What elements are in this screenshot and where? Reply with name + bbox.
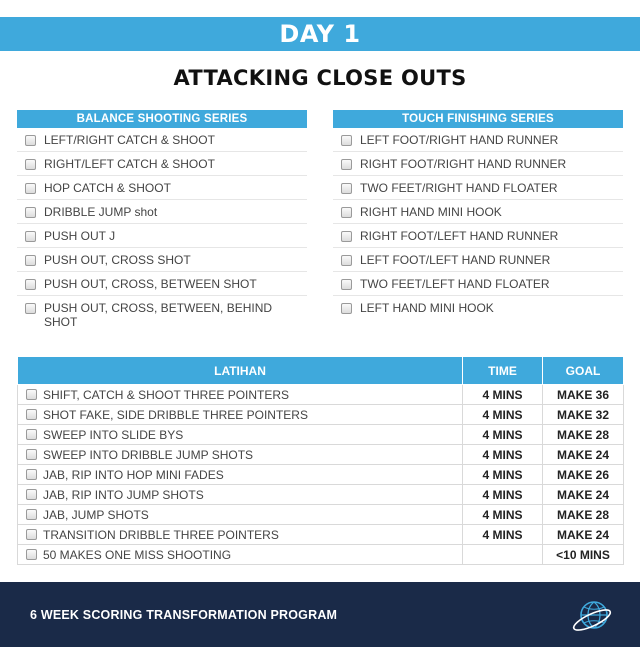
drill-name: TRANSITION DRIBBLE THREE POINTERS — [43, 527, 279, 542]
time-cell — [463, 545, 543, 565]
drill-cell — [18, 485, 463, 505]
checkbox-icon[interactable] — [26, 489, 37, 500]
checkbox-icon[interactable] — [341, 231, 352, 242]
drill-name: JAB, RIP INTO JUMP SHOTS — [43, 487, 204, 502]
time-cell: 4 MINS — [463, 385, 543, 405]
drill-cell — [18, 445, 463, 465]
checkbox-icon[interactable] — [25, 207, 36, 218]
checklist-item-label: LEFT FOOT/RIGHT HAND RUNNER — [360, 133, 559, 147]
drill-cell — [18, 545, 463, 565]
checkbox-icon[interactable] — [341, 183, 352, 194]
checkbox-icon[interactable] — [25, 135, 36, 146]
goal-cell: MAKE 24 — [543, 485, 624, 505]
drill-name: SWEEP INTO SLIDE BYS — [43, 427, 184, 442]
day-banner — [0, 17, 640, 51]
table-row — [18, 445, 624, 465]
column-header-goal: GOAL — [543, 357, 624, 385]
drill-name: SHOT FAKE, SIDE DRIBBLE THREE POINTERS — [43, 407, 308, 422]
table-row — [18, 385, 624, 405]
basketball-globe-icon — [570, 596, 616, 636]
drill-name: SWEEP INTO DRIBBLE JUMP SHOTS — [43, 447, 254, 462]
checkbox-icon[interactable] — [25, 159, 36, 170]
checklist-item-label: PUSH OUT, CROSS, BETWEEN SHOT — [44, 277, 257, 291]
goal-cell: MAKE 24 — [543, 525, 624, 545]
latihan-table — [17, 356, 624, 565]
drill-name: JAB, JUMP SHOTS — [43, 507, 149, 522]
drill-cell — [18, 405, 463, 425]
checkbox-icon[interactable] — [25, 231, 36, 242]
balance-series-header: BALANCE SHOOTING SERIES — [17, 110, 307, 128]
checklist-item-label: TWO FEET/LEFT HAND FLOATER — [360, 277, 550, 291]
checkbox-icon[interactable] — [25, 255, 36, 266]
checklist-item[interactable] — [333, 128, 623, 152]
drill-name: JAB, RIP INTO HOP MINI FADES — [43, 467, 224, 482]
checkbox-icon[interactable] — [26, 509, 37, 520]
checklist-item-label: LEFT HAND MINI HOOK — [360, 301, 494, 315]
touch-series-list — [333, 128, 623, 320]
checklist-item[interactable] — [17, 248, 307, 272]
table-row — [18, 525, 624, 545]
balance-shooting-series — [17, 110, 307, 334]
checklist-item[interactable] — [333, 152, 623, 176]
time-cell: 4 MINS — [463, 505, 543, 525]
checklist-item[interactable] — [333, 272, 623, 296]
checklist-item[interactable] — [17, 152, 307, 176]
checkbox-icon[interactable] — [341, 159, 352, 170]
checklist-item-label: TWO FEET/RIGHT HAND FLOATER — [360, 181, 558, 195]
drill-name: 50 MAKES ONE MISS SHOOTING — [43, 547, 232, 562]
time-cell: 4 MINS — [463, 445, 543, 465]
time-cell: 4 MINS — [463, 465, 543, 485]
checklist-item-label: PUSH OUT, CROSS SHOT — [44, 253, 191, 267]
table-row — [18, 505, 624, 525]
table-row — [18, 465, 624, 485]
drill-cell — [18, 505, 463, 525]
drill-cell — [18, 525, 463, 545]
checklist-item-label: RIGHT FOOT/RIGHT HAND RUNNER — [360, 157, 567, 171]
goal-cell: MAKE 28 — [543, 505, 624, 525]
checklist-item[interactable] — [17, 272, 307, 296]
table-row — [18, 405, 624, 425]
checkbox-icon[interactable] — [341, 279, 352, 290]
checkbox-icon[interactable] — [341, 255, 352, 266]
program-name: 6 WEEK SCORING TRANSFORMATION PROGRAM — [30, 607, 338, 622]
checkbox-icon[interactable] — [26, 409, 37, 420]
checklist-item-label: DRIBBLE JUMP shot — [44, 205, 158, 219]
checkbox-icon[interactable] — [26, 449, 37, 460]
checklist-item[interactable] — [17, 224, 307, 248]
column-header-latihan: LATIHAN — [18, 357, 463, 385]
time-cell: 4 MINS — [463, 485, 543, 505]
checkbox-icon[interactable] — [341, 207, 352, 218]
table-row — [18, 425, 624, 445]
footer-bar — [0, 582, 640, 647]
checklist-item[interactable] — [333, 224, 623, 248]
goal-cell: MAKE 36 — [543, 385, 624, 405]
time-cell: 4 MINS — [463, 525, 543, 545]
checkbox-icon[interactable] — [341, 135, 352, 146]
time-cell: 4 MINS — [463, 425, 543, 445]
time-cell: 4 MINS — [463, 405, 543, 425]
checklist-item[interactable] — [333, 176, 623, 200]
drill-cell — [18, 385, 463, 405]
goal-cell: MAKE 26 — [543, 465, 624, 485]
checklist-item-label: LEFT/RIGHT CATCH & SHOOT — [44, 133, 215, 147]
day-label: DAY 1 — [279, 20, 361, 48]
checklist-item-label: LEFT FOOT/LEFT HAND RUNNER — [360, 253, 551, 267]
drill-cell — [18, 465, 463, 485]
column-header-time: TIME — [463, 357, 543, 385]
checkbox-icon[interactable] — [26, 549, 37, 560]
table-row — [18, 545, 624, 565]
checklist-item[interactable] — [17, 200, 307, 224]
balance-series-list — [17, 128, 307, 334]
touch-finishing-series — [333, 110, 623, 320]
touch-series-header: TOUCH FINISHING SERIES — [333, 110, 623, 128]
table-header-row — [18, 357, 624, 385]
checklist-item-label: HOP CATCH & SHOOT — [44, 181, 171, 195]
checklist-item[interactable] — [17, 296, 307, 334]
checkbox-icon[interactable] — [26, 389, 37, 400]
checklist-item[interactable] — [333, 296, 623, 320]
drill-name: SHIFT, CATCH & SHOOT THREE POINTERS — [43, 387, 290, 402]
checklist-item-label: RIGHT FOOT/LEFT HAND RUNNER — [360, 229, 559, 243]
checkbox-icon[interactable] — [25, 183, 36, 194]
checkbox-icon[interactable] — [26, 429, 37, 440]
table-row — [18, 485, 624, 505]
goal-cell: MAKE 32 — [543, 405, 624, 425]
checklist-item[interactable] — [17, 128, 307, 152]
checkbox-icon[interactable] — [341, 303, 352, 314]
checkbox-icon[interactable] — [25, 279, 36, 290]
drill-cell — [18, 425, 463, 445]
checklist-item-label: RIGHT HAND MINI HOOK — [360, 205, 502, 219]
checklist-item[interactable] — [333, 248, 623, 272]
checklist-item-label: PUSH OUT J — [44, 229, 116, 243]
checkbox-icon[interactable] — [25, 303, 36, 314]
goal-cell: MAKE 24 — [543, 445, 624, 465]
checklist-item[interactable] — [17, 176, 307, 200]
checklist-item[interactable] — [333, 200, 623, 224]
checklist-item-label: PUSH OUT, CROSS, BETWEEN, BEHIND SHOT — [44, 301, 273, 329]
goal-cell: <10 MINS — [543, 545, 624, 565]
checkbox-icon[interactable] — [26, 529, 37, 540]
goal-cell: MAKE 28 — [543, 425, 624, 445]
page-title: ATTACKING CLOSE OUTS — [173, 66, 467, 90]
checkbox-icon[interactable] — [26, 469, 37, 480]
checklist-item-label: RIGHT/LEFT CATCH & SHOOT — [44, 157, 215, 171]
